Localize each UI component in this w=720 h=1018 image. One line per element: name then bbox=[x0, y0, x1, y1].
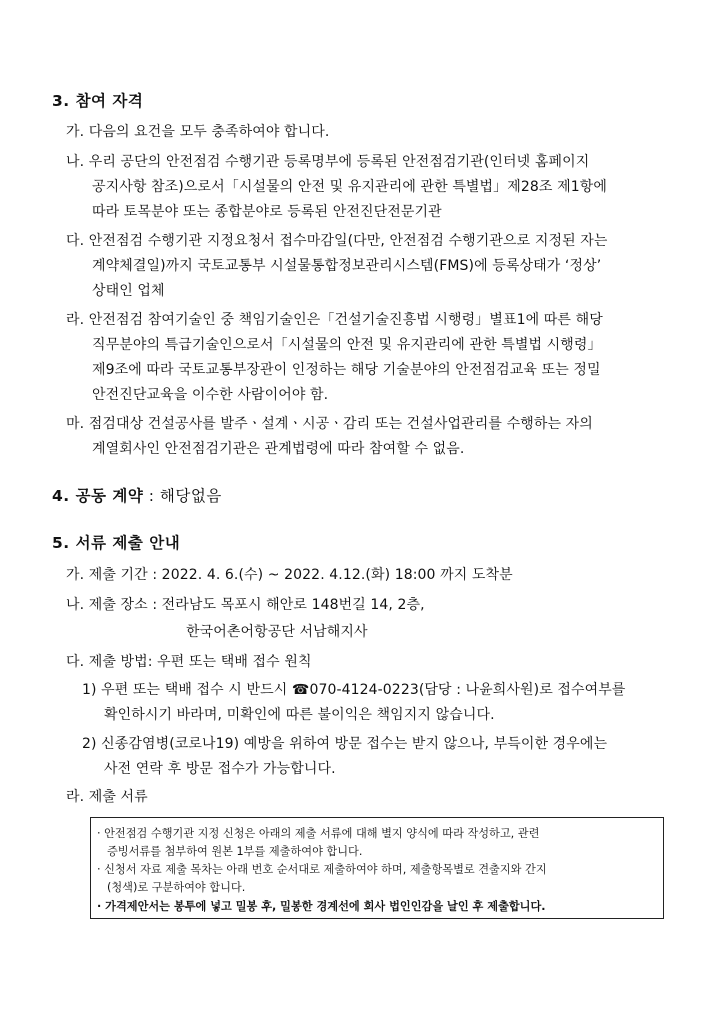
section-3-item-na-cont: 공지사항 참조)으로서「시설물의 안전 및 유지관리에 관한 특별법」제28조 제1항에 bbox=[92, 179, 607, 195]
note-2: · 신청서 자료 제출 목차는 아래 번호 순서대로 제출하여야 하며, 제출항목별로 견출지와 간지 bbox=[97, 863, 547, 876]
submission-method: 다. 제출 방법: 우편 또는 택배 접수 원칙 bbox=[66, 654, 312, 670]
section-3-item-ma-cont: 계열회사인 안전점검기관은 관계법령에 따라 참여할 수 없음. bbox=[92, 441, 465, 457]
note-3: · 가격제안서는 봉투에 넣고 밀봉 후, 밀봉한 경계선에 회사 법인인감을 날인 후 제출합니다. bbox=[97, 900, 546, 913]
submission-place: 나. 제출 장소 : 전라남도 목포시 해안로 148번길 14, 2층, bbox=[66, 597, 425, 613]
section-4-value: : 해당없음 bbox=[143, 487, 222, 505]
submission-documents: 라. 제출 서류 bbox=[66, 789, 148, 805]
section-3-item-ra: 라. 안전점검 참여기술인 중 책임기술인은「건설기술진흥법 시행령」별표1에 따른 해당 bbox=[66, 312, 603, 328]
section-3-item-da: 다. 안전점검 수행기관 지정요청서 접수마감일(다만, 안전점검 수행기관으로 지정된 자는 bbox=[66, 233, 608, 249]
section-3-item-ma: 마. 점검대상 건설공사를 발주ㆍ설계ㆍ시공ㆍ감리 또는 건설사업관리를 수행하는 자의 bbox=[66, 416, 593, 432]
submission-place-cont: 한국어촌어항공단 서남해지사 bbox=[186, 624, 368, 640]
section-3-item-ra-cont: 직무분야의 특급기술인으로서「시설물의 안전 및 유지관리에 관한 특별법 시행령」 bbox=[92, 337, 602, 353]
section-4-heading bbox=[52, 484, 222, 506]
submission-method-1: 1) 우편 또는 택배 접수 시 반드시 ☎070-4124-0223(담당 : 나윤희사원)로 접수여부를 bbox=[82, 682, 626, 698]
section-3-item-na-cont: 따라 토목분야 또는 종합분야로 등록된 안전진단전문기관 bbox=[92, 204, 442, 220]
submission-method-1-cont: 확인하시기 바라며, 미확인에 따른 불이익은 책임지지 않습니다. bbox=[104, 707, 495, 723]
submission-method-2: 2) 신종감염병(코로나19) 예방을 위하여 방문 접수는 받지 않으나, 부득이한 경우에는 bbox=[82, 736, 608, 752]
section-4-title: 4. 공동 계약 bbox=[52, 487, 144, 505]
section-5-heading: 5. 서류 제출 안내 bbox=[52, 534, 181, 552]
section-3-item-ra-cont: 제9조에 따라 국토교통부장관이 인정하는 해당 기술분야의 안전점검교육 또는 정밀 bbox=[92, 362, 601, 378]
section-3-heading: 3. 참여 자격 bbox=[52, 92, 144, 110]
submission-period: 가. 제출 기간 : 2022. 4. 6.(수) ~ 2022. 4.12.(화) 18:00 까지 도착분 bbox=[66, 567, 513, 583]
submission-method-2-cont: 사전 연락 후 방문 접수가 가능합니다. bbox=[104, 761, 336, 777]
section-3-item-ga: 가. 다음의 요건을 모두 충족하여야 합니다. bbox=[66, 124, 330, 140]
section-3-item-da-cont: 상태인 업체 bbox=[92, 283, 165, 299]
note-2-cont: (청색)로 구분하여야 합니다. bbox=[107, 881, 246, 894]
section-3-item-na: 나. 우리 공단의 안전점검 수행기관 등록명부에 등록된 안전점검기관(인터넷 홈페이지 bbox=[66, 154, 590, 170]
section-3-item-da-cont: 계약체결일)까지 국토교통부 시설물통합정보관리시스템(FMS)에 등록상태가 ‘정상’ bbox=[92, 258, 602, 274]
notes-box bbox=[90, 817, 664, 919]
note-1-cont: 증빙서류를 첨부하여 원본 1부를 제출하여야 합니다. bbox=[107, 845, 363, 858]
note-1: · 안전점검 수행기관 지정 신청은 아래의 제출 서류에 대해 별지 양식에 따라 작성하고, 관련 bbox=[97, 827, 540, 840]
section-3-item-ra-cont: 안전진단교육을 이수한 사람이어야 함. bbox=[92, 387, 329, 403]
